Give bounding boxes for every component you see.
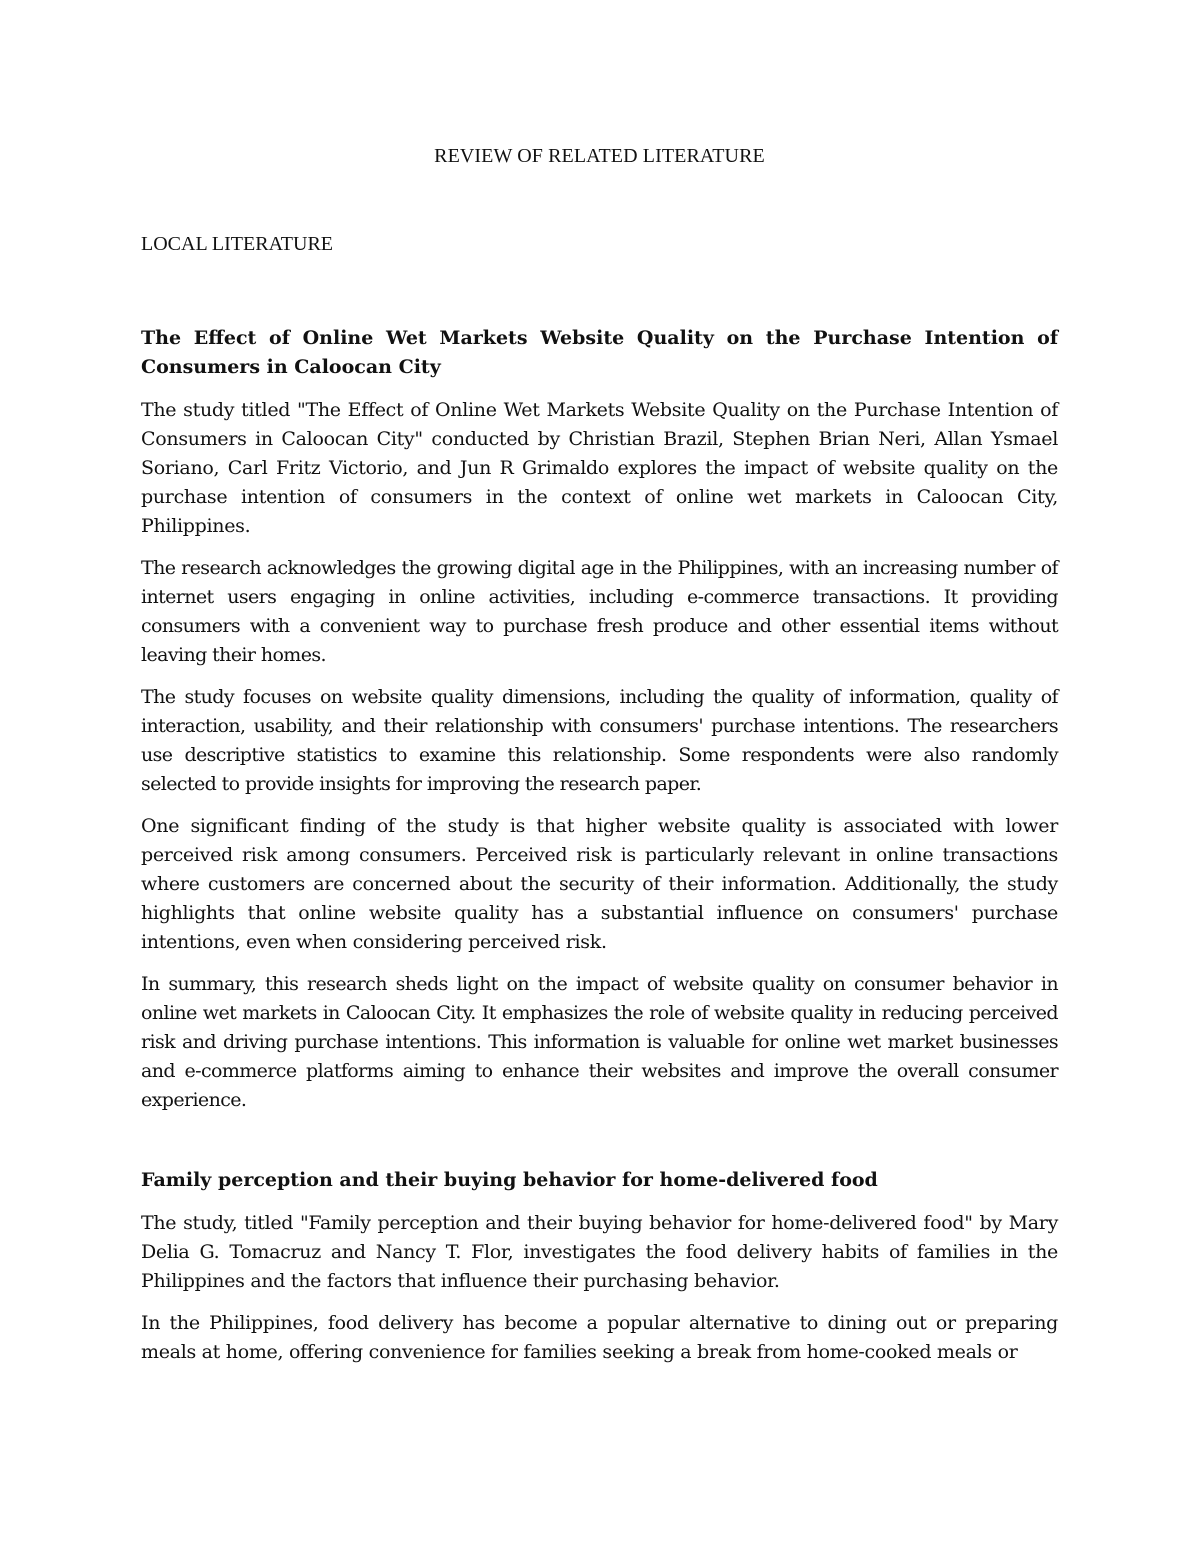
study-title: Family perception and their buying behavior for home-delivered food (141, 1169, 878, 1191)
study-paragraph: The study, titled "Family perception and their buying behavior for home-delivered food" by Mary Delia G. Tomacruz and Nancy T. Flor, investigates the food delivery habits of families in the Philippines and the factors that influence their purchasing behavior. (141, 1212, 1058, 1292)
study-paragraph: In the Philippines, food delivery has become a popular alternative to dining out or preparing meals at home, offering convenience for families seeking a break from home-cooked meals or (141, 1312, 1058, 1363)
study-paragraph: In summary, this research sheds light on the impact of website quality on consumer behavior in online wet markets in Caloocan City. It emphasizes the role of website quality in reducing perceived risk and driving purchase intentions. This information is valuable for online wet market businesses and e-commerce platforms aiming to enhance their websites and improve the overall consumer experience. (141, 973, 1058, 1111)
section-heading-local-literature: LOCAL LITERATURE (141, 233, 334, 255)
document-title: REVIEW OF RELATED LITERATURE (434, 145, 765, 167)
study-title: The Effect of Online Wet Markets Website Quality on the Purchase Intention of Consumers in Caloocan City (141, 327, 1058, 378)
study-paragraph: One significant finding of the study is that higher website quality is associated with lower perceived risk among consumers. Perceived risk is particularly relevant in online transactions where customers are concerned about the security of their information. Additionally, the study highlights that online website quality has a substantial influence on consumers' purchase intentions, even when considering perceived risk. (141, 815, 1058, 953)
study-paragraph: The study focuses on website quality dimensions, including the quality of information, quality of interaction, usability, and their relationship with consumers' purchase intentions. The researchers use descriptive statistics to examine this relationship. Some respondents were also randomly selected to provide insights for improving the research paper. (141, 686, 1058, 795)
document-body (141, 141, 1058, 1367)
study-paragraph: The study titled "The Effect of Online Wet Markets Website Quality on the Purchase Intention of Consumers in Caloocan City" conducted by Christian Brazil, Stephen Brian Neri, Allan Ysmael Soriano, Carl Fritz Victorio, and Jun R Grimaldo explores the impact of website quality on the purchase intention of consumers in the context of online wet markets in Caloocan City, Philippines. (141, 399, 1058, 537)
study-paragraph: The research acknowledges the growing digital age in the Philippines, with an increasing number of internet users engaging in online activities, including e-commerce transactions. It providing consumers with a convenient way to purchase fresh produce and other essential items without leaving their homes. (141, 557, 1058, 666)
